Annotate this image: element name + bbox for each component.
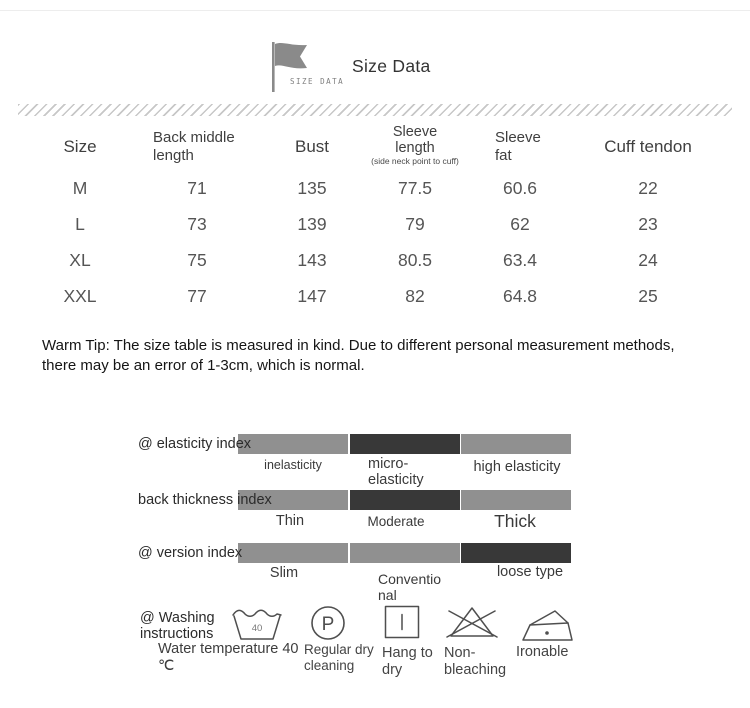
bar-segment [350, 543, 460, 563]
size-cell: XXL [63, 285, 97, 306]
size-cell: XL [69, 249, 91, 270]
size-cell: M [72, 177, 88, 198]
warm-tip-text: Warm Tip: The size table is measured in kind. Due to different personal measurement methods, there may be an error of 1-3cm, which is normal. [42, 337, 675, 374]
bar-segment [350, 434, 460, 454]
bar-segment [238, 543, 348, 563]
index-option-label: micro-elasticity [368, 456, 424, 489]
col-header-sleeve-length: Sleeve length (side neck point to cuff) [371, 123, 459, 167]
size-cell: L [75, 213, 85, 234]
iron-icon [516, 604, 576, 644]
flag-badge-text: SIZE DATA [290, 77, 345, 86]
col-header-bust: Bust [294, 137, 330, 156]
bar-segment [461, 543, 571, 563]
page-title: Size Data [352, 56, 431, 76]
bar-segment [350, 490, 460, 510]
index-option-label: Thin [275, 513, 305, 529]
sleeve-length-subnote: (side neck point to cuff) [371, 156, 459, 167]
col-header-cuff-tendon: Cuff tendon [604, 137, 692, 156]
elasticity-index-label: @ elasticity index [138, 436, 252, 452]
elasticity-index-bar [238, 434, 571, 454]
hang-to-dry-icon [383, 604, 421, 640]
index-option-label: loose type [496, 564, 564, 580]
bar-segment [238, 434, 348, 454]
dry-cleaning-p-icon [309, 604, 347, 642]
top-divider [0, 10, 750, 11]
version-index-label: @ version index [138, 545, 243, 561]
water-temperature-label: Water temperature 40 ℃ [158, 641, 299, 675]
svg-text:40: 40 [251, 623, 263, 634]
version-index-bar [238, 543, 571, 563]
dry-cleaning-label: Regular dry cleaning [304, 642, 374, 673]
hatched-divider [18, 104, 732, 116]
non-bleaching-icon [443, 604, 501, 640]
ironable-label: Ironable [516, 644, 569, 660]
washing-instructions-label: @ Washing instructions [140, 610, 215, 643]
non-bleaching-label: Non-bleaching [444, 645, 507, 678]
bar-segment [461, 434, 571, 454]
bar-segment [461, 490, 571, 510]
size-table-header-row [28, 124, 724, 170]
svg-text:P: P [321, 614, 335, 635]
index-option-label: Slim [269, 565, 299, 581]
size-table [28, 124, 724, 314]
table-row: M 71 135 77.5 60.6 22 [28, 170, 724, 206]
index-option-label: Conventional [378, 571, 442, 603]
col-header-back-middle-length: Back middle length [153, 129, 235, 164]
wash-basin-40-icon [230, 606, 284, 642]
back-thickness-index-label: back thickness index [138, 492, 272, 508]
index-option-label: inelasticity [264, 458, 322, 472]
index-option-label: high elasticity [473, 459, 561, 475]
index-option-label: Moderate [367, 514, 425, 529]
table-row: L 73 139 79 62 23 [28, 206, 724, 242]
table-row: XL 75 143 80.5 63.4 24 [28, 242, 724, 278]
hang-to-dry-label: Hang to dry [382, 645, 433, 678]
col-header-size: Size [63, 137, 97, 156]
back-thickness-index-bar [238, 490, 571, 510]
index-option-label: Thick [494, 511, 536, 531]
table-row: XXL 77 147 82 64.8 25 [28, 278, 724, 314]
col-header-sleeve-fat: Sleeve fat [495, 129, 541, 164]
